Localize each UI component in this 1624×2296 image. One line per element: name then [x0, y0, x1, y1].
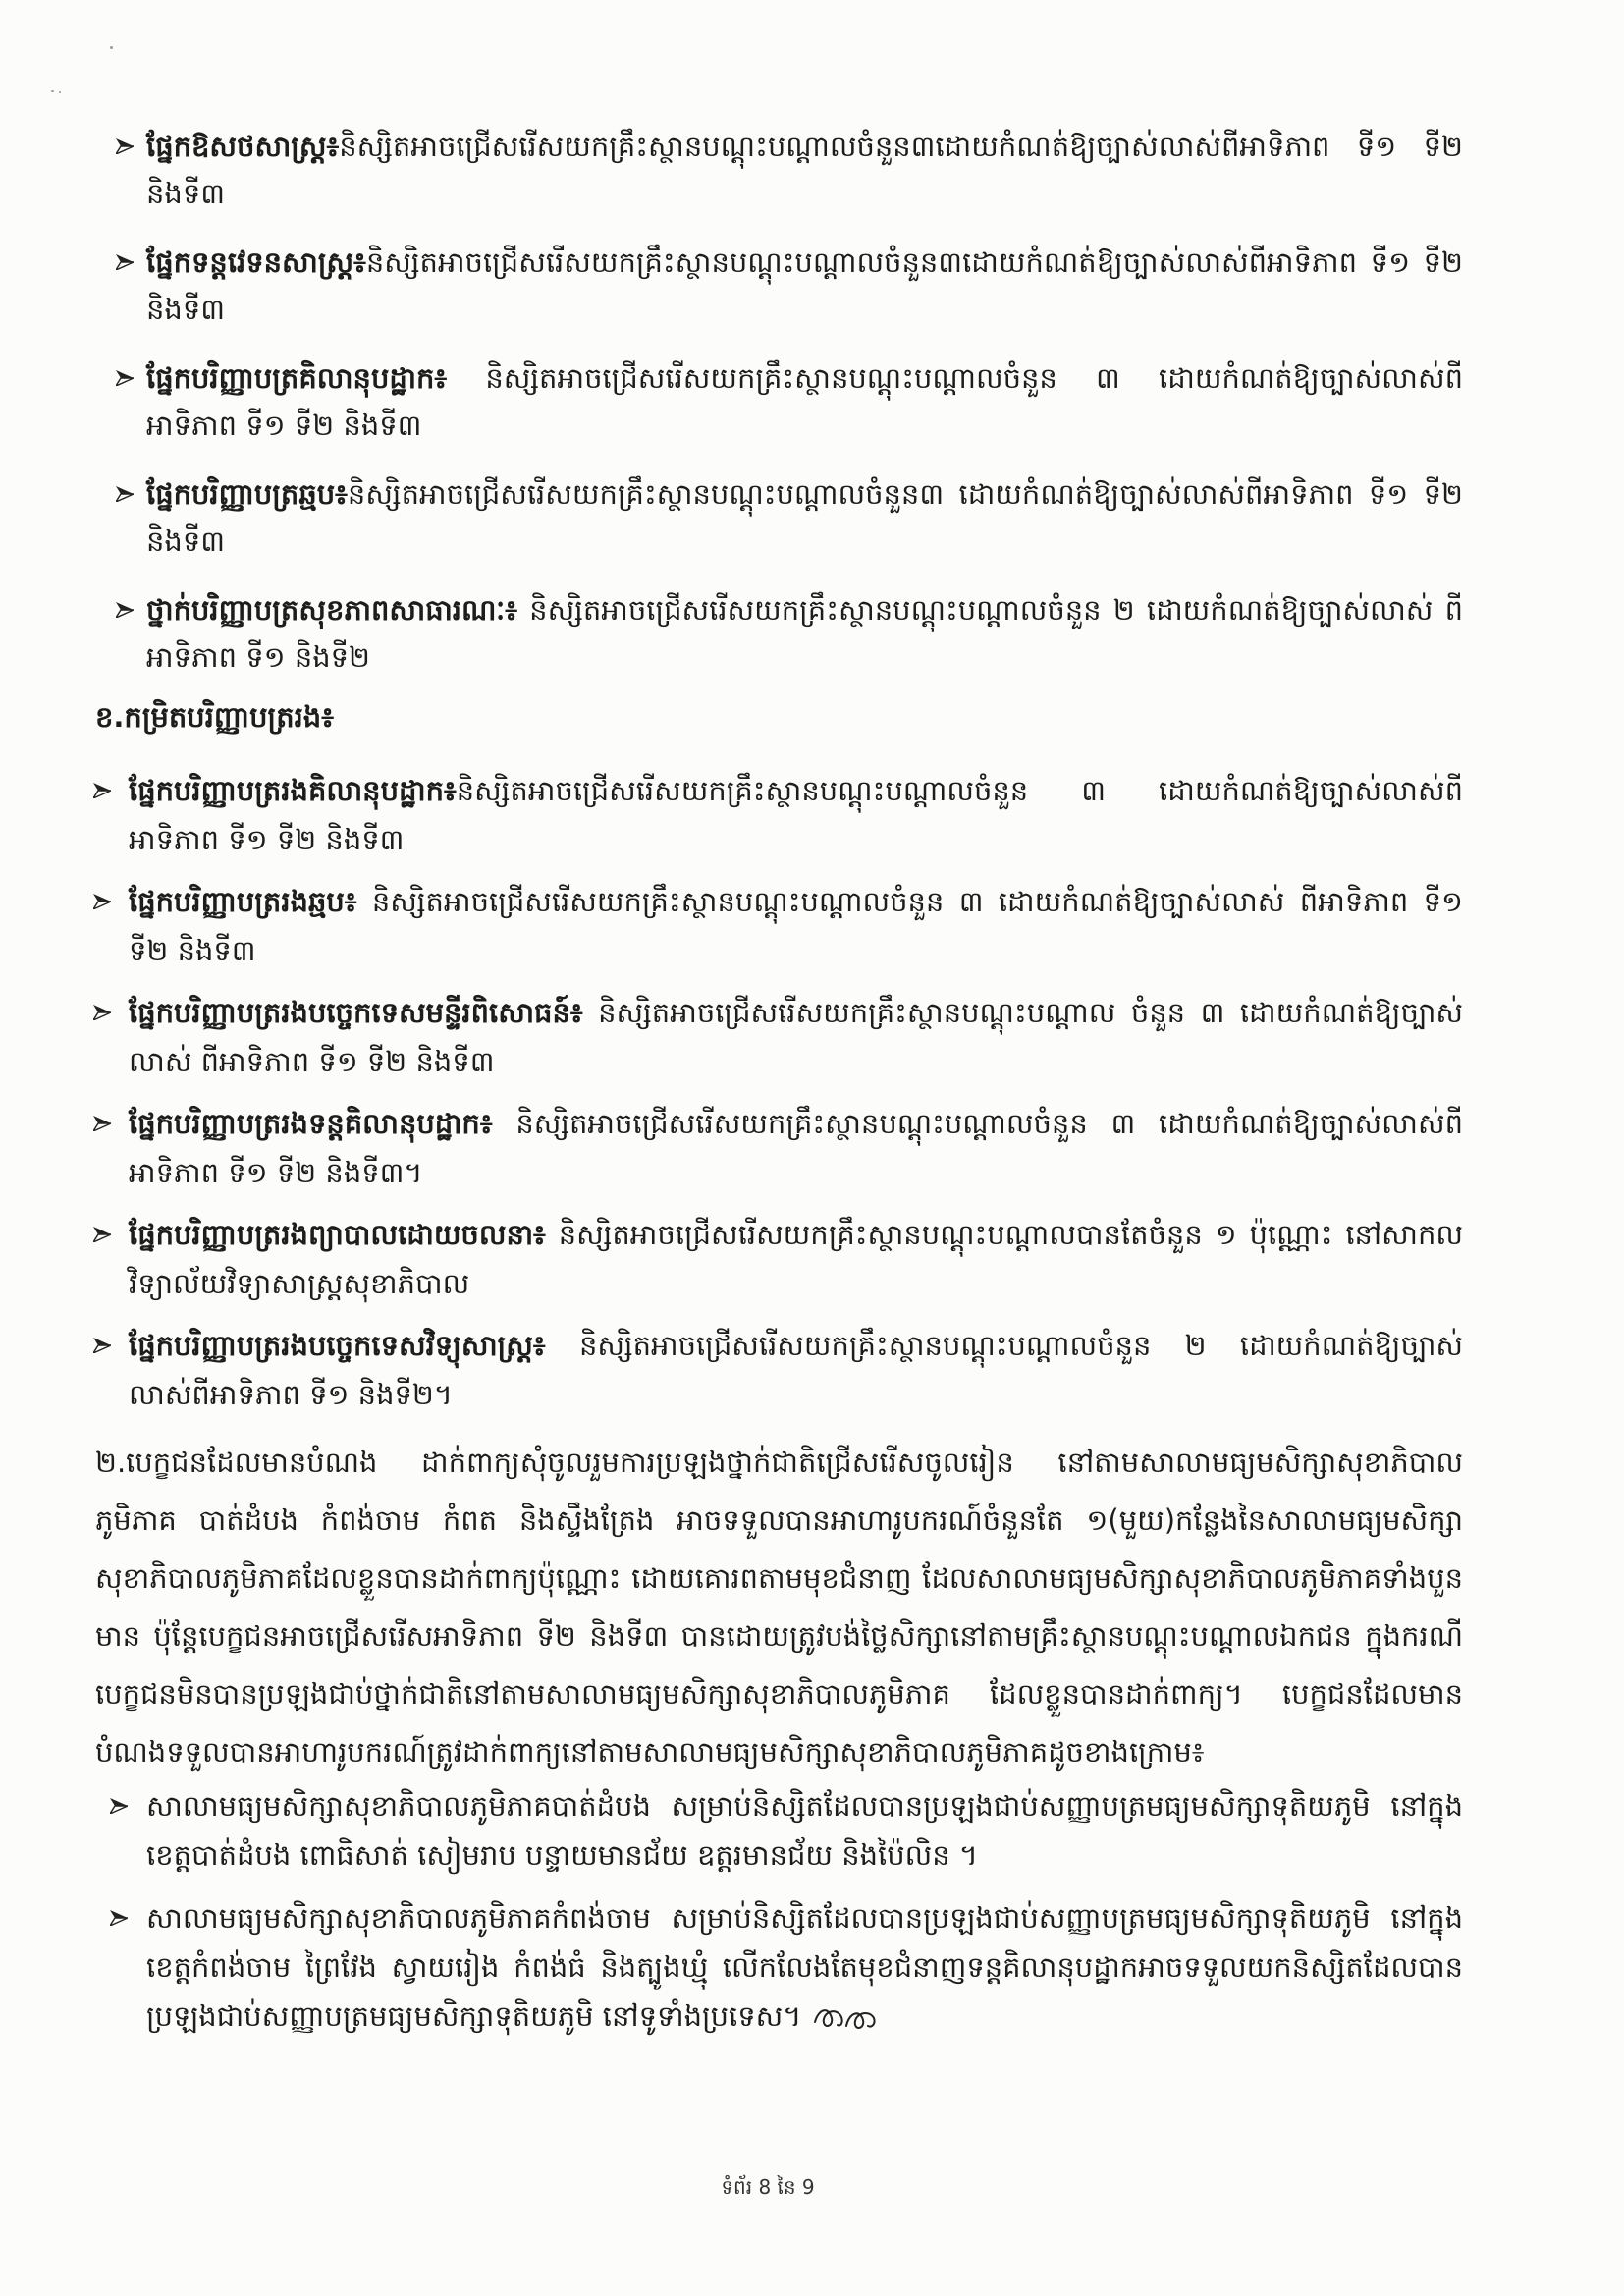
- list-item: [116, 470, 1463, 565]
- list-item: [93, 766, 1463, 864]
- arrow-bullet-icon: [110, 1798, 128, 1814]
- item-label: ផ្នែកបរិញ្ញាបត្ររងព្យាបាលដោយចលនា៖: [129, 1218, 546, 1251]
- list-item: [116, 586, 1463, 681]
- arrow-bullet-icon: [93, 1338, 111, 1353]
- item-label: ផ្នែកទន្តវេទនសាស្ត្រ៖: [146, 246, 366, 279]
- item-label: ផ្នែកបរិញ្ញាបត្ររងគិលានុបដ្ឋាក៖: [129, 774, 457, 807]
- arrow-bullet-icon: [116, 254, 134, 270]
- item-text: និស្សិតអាចជ្រើសរើសយកគ្រឹះស្ថានបណ្តុះបណ្តាលចំនួន ៣ ដោយកំណត់ឱ្យច្បាស់លាស់ពីអាទិភាព ទី១ ទី២ និងទី៣: [129, 774, 1463, 856]
- item-text: និស្សិតអាចជ្រើសរើសយកគ្រឹះស្ថានបណ្តុះបណ្តាលចំនួន ២ ដោយកំណត់ឱ្យច្បាស់លាស់ ពីអាទិភាព ទី១ និងទី២: [146, 593, 1463, 674]
- arrow-bullet-icon: [93, 1116, 111, 1131]
- list-item: [116, 355, 1463, 449]
- arrow-bullet-icon: [93, 1227, 111, 1242]
- scan-speck: [110, 46, 113, 49]
- item-text: និស្សិតអាចជ្រើសរើសយកគ្រឹះស្ថានបណ្តុះបណ្តាលចំនួន ៣ ដោយកំណត់ឱ្យច្បាស់លាស់ពីអាទិភាព ទី១ ទី២ និងទី៣។: [129, 1107, 1463, 1189]
- item-text: និស្សិតអាចជ្រើសរើសយកគ្រឹះស្ថានបណ្តុះបណ្តាលចំនួន ៣ ដោយកំណត់ឱ្យច្បាស់លាស់ពីអាទិភាព ទី១ ទី២ និងទី៣: [146, 361, 1463, 442]
- item-label: ថ្នាក់បរិញ្ញាបត្រសុខភាពសាធារណៈ៖: [146, 593, 518, 627]
- arrow-bullet-icon: [116, 602, 134, 618]
- arrow-bullet-icon: [93, 783, 111, 798]
- list-item: [110, 1781, 1463, 1880]
- section-heading: ខ.កម្រិតបរិញ្ញាបត្ររង៖: [95, 700, 334, 734]
- item-text: និស្សិតអាចជ្រើសរើសយកគ្រឹះស្ថានបណ្តុះបណ្តាលបានតែចំនួន ១ ប៉ុណ្ណោះ នៅសាកលវិទ្យាល័យវិទ្យាសាស្ត្រសុខាភិបាល: [129, 1218, 1463, 1300]
- scholarship-paragraph: ២.បេក្ខជនដែលមានបំណង ដាក់ពាក្យសុំចូលរួមការប្រឡងថ្នាក់ជាតិជ្រើសរើសចូលរៀន នៅតាមសាលាមធ្យមសិក្សាសុខាភិបាលភូមិភាគ បាត់ដំបង កំពង់ចាម កំពត និងស្ទឹងត្រែង អាចទទួលបានអាហារូបករណ៍ចំនួនតែ ១(មួយ)កន្លែងនៃសាលាមធ្យមសិក្សាសុខាភិបាលភូមិភាគដែលខ្លួនបានដាក់ពាក្យប៉ុណ្ណោះ ដោយគោរពតាមមុខជំនាញ ដែលសាលាមធ្យមសិក្សាសុខាភិបាលភូមិភាគទាំងបួនមាន ប៉ុន្តែបេក្ខជនអាចជ្រើសរើសអាទិភាព ទី២ និងទី៣ បានដោយត្រូវបង់ថ្លៃសិក្សានៅតាមគ្រឹះស្ថានបណ្តុះបណ្តាលឯកជន ក្នុងករណីបេក្ខជនមិនបានប្រឡងជាប់ថ្នាក់ជាតិនៅតាមសាលាមធ្យមសិក្សាសុខាភិបាលភូមិភាគ ដែលខ្លួនបានដាក់ពាក្យ។ បេក្ខជនដែលមានបំណងទទួលបានអាហារូបករណ៍ត្រូវដាក់ពាក្យនៅតាមសាលាមធ្យមសិក្សាសុខាភិបាលភូមិភាគដូចខាងក្រោម៖: [95, 1446, 1463, 1769]
- list-item: [93, 1099, 1463, 1197]
- item-label: ផ្នែកបរិញ្ញាបត្ររងបច្ចេកទេសមន្ទីរពិសោធន៍៖: [129, 996, 583, 1029]
- item-label: ផ្នែកឱសថសាស្ត្រ៖: [146, 130, 340, 163]
- item-text: និស្សិតអាចជ្រើសរើសយកគ្រឹះស្ថានបណ្តុះបណ្តាលចំនួន៣ដោយកំណត់ឱ្យច្បាស់លាស់ពីអាទិភាព ទី១ ទី២ និងទី៣: [146, 246, 1463, 326]
- list-item: [93, 988, 1463, 1086]
- list-item: [93, 1210, 1463, 1308]
- regional-school-list: [110, 1781, 1463, 2041]
- handwritten-initial: [811, 2000, 882, 2036]
- list-item: [93, 877, 1463, 975]
- document-body: [0, 123, 1624, 2041]
- page-number: ទំព័រ 8 នៃ 9: [721, 2175, 815, 2199]
- item-label: ផ្នែកបរិញ្ញាបត្រគិលានុបដ្ឋាក៖: [146, 361, 448, 395]
- arrow-bullet-icon: [116, 370, 134, 386]
- item-text: សាលាមធ្យមសិក្សាសុខាភិបាលភូមិភាគបាត់ដំបង សម្រាប់និស្សិតដែលបានប្រឡងជាប់សញ្ញាបត្រមធ្យមសិក្សាទុតិយភូមិ នៅក្នុងខេត្តបាត់ដំបង ពោធិសាត់ សៀមរាប បន្ទាយមានជ័យ ឧត្តរមានជ័យ និងប៉ៃលិន ។: [146, 1789, 1463, 1872]
- scan-speck: [51, 90, 54, 92]
- arrow-bullet-icon: [93, 894, 111, 909]
- arrow-bullet-icon: [116, 138, 134, 154]
- item-text: និស្សិតអាចជ្រើសរើសយកគ្រឹះស្ថានបណ្តុះបណ្តាល ចំនួន ៣ ដោយកំណត់ឱ្យច្បាស់លាស់ ពីអាទិភាព ទី១ ទី២ និងទី៣: [129, 996, 1463, 1078]
- item-text: និស្សិតអាចជ្រើសរើសយកគ្រឹះស្ថានបណ្តុះបណ្តាលចំនួន៣ ដោយកំណត់ឱ្យច្បាស់លាស់ពីអាទិភាព ទី១ ទី២ និងទី៣: [146, 477, 1463, 558]
- item-label: ផ្នែកបរិញ្ញាបត្ររងទន្តគិលានុបដ្ឋាក៖: [129, 1107, 493, 1140]
- arrow-bullet-icon: [110, 1910, 128, 1926]
- scan-speck: [59, 91, 61, 93]
- list-item: [116, 239, 1463, 333]
- item-label: ផ្នែកបរិញ្ញាបត្ររងឆ្មប៖: [129, 885, 357, 918]
- item-text: និស្សិតអាចជ្រើសរើសយកគ្រឹះស្ថានបណ្តុះបណ្តាលចំនួន ២ ដោយកំណត់ឱ្យច្បាស់លាស់ពីអាទិភាព ទី១ និងទី២។: [129, 1329, 1463, 1411]
- list-item: [110, 1893, 1463, 2041]
- bachelor-program-list: [116, 123, 1463, 681]
- associate-program-list: [93, 766, 1463, 1419]
- item-text: សាលាមធ្យមសិក្សាសុខាភិបាលភូមិភាគកំពង់ចាម សម្រាប់និស្សិតដែលបានប្រឡងជាប់សញ្ញាបត្រមធ្យមសិក្សាទុតិយភូមិ នៅក្នុងខេត្តកំពង់ចាម ព្រៃវែង ស្វាយរៀង កំពង់ធំ និងត្បូងឃ្មុំ លើកលែងតែមុខជំនាញទន្តគិលានុបដ្ឋាកអាចទទួលយកនិស្សិតដែលបានប្រឡងជាប់សញ្ញាបត្រមធ្យមសិក្សាទុតិយភូមិ នៅទូទាំងប្រទេស។: [146, 1901, 1463, 2033]
- list-item: [93, 1321, 1463, 1419]
- arrow-bullet-icon: [116, 486, 134, 502]
- list-item: [116, 123, 1463, 217]
- item-text: និស្សិតអាចជ្រើសរើសយកគ្រឹះស្ថានបណ្តុះបណ្តាលចំនួន៣ដោយកំណត់ឱ្យច្បាស់លាស់ពីអាទិភាព ទី១ ទី២ និងទី៣: [146, 130, 1463, 210]
- arrow-bullet-icon: [93, 1005, 111, 1020]
- item-text: និស្សិតអាចជ្រើសរើសយកគ្រឹះស្ថានបណ្តុះបណ្តាលចំនួន ៣ ដោយកំណត់ឱ្យច្បាស់លាស់ ពីអាទិភាព ទី១ ទី២ និងទី៣: [129, 885, 1463, 967]
- item-label: ផ្នែកបរិញ្ញាបត្រឆ្មប៖: [146, 477, 348, 511]
- item-label: ផ្នែកបរិញ្ញាបត្ររងបច្ចេកទេសវិទ្យុសាស្ត្រ៖: [129, 1329, 546, 1362]
